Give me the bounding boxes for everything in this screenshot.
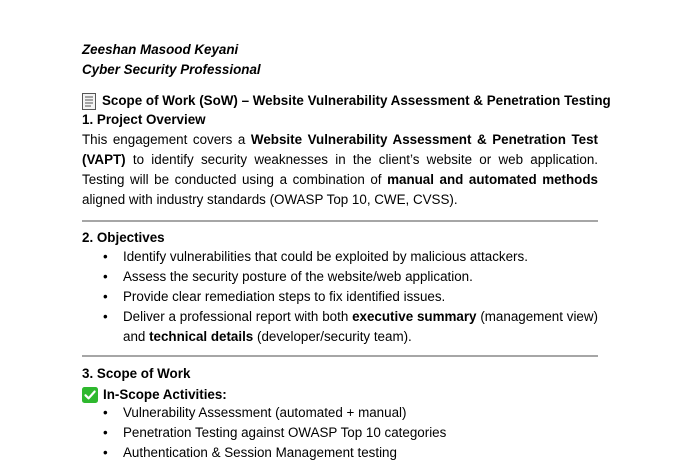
objective-text-3: (developer/security team).	[253, 329, 412, 344]
objective-text-2: (management view) and	[123, 309, 599, 344]
section-divider	[82, 220, 598, 222]
section-divider	[82, 355, 598, 357]
list-item: • Penetration Testing against OWASP Top 10 categories	[82, 423, 598, 443]
author-title: Cyber Security Professional	[82, 62, 261, 77]
list-item: • Authentication & Session Management testing	[82, 443, 598, 463]
overview-bold-vapt: Website Vulnerability Assessment & Penetration Test (VAPT)	[82, 132, 598, 167]
page-icon	[82, 93, 96, 110]
document-title	[82, 91, 611, 111]
in-scope-heading	[82, 385, 227, 405]
objective-bold-executive: executive summary	[352, 309, 477, 324]
check-icon	[82, 387, 98, 403]
author-name: Zeeshan Masood Keyani	[82, 42, 239, 57]
section-heading-scope: 3. Scope of Work	[82, 366, 191, 381]
overview-text-3: aligned with industry standards (OWASP Top 10, CWE, CVSS).	[82, 192, 458, 207]
list-item: • Identify vulnerabilities that could be exploited by malicious attackers.	[82, 247, 598, 267]
overview-text-1: This engagement covers a	[82, 132, 251, 147]
document-title-text: Scope of Work (SoW) – Website Vulnerability Assessment & Penetration Testing	[102, 93, 611, 108]
overview-paragraph	[82, 130, 598, 210]
list-item: • Assess the security posture of the website/web application.	[82, 267, 598, 287]
author-block	[82, 40, 261, 80]
overview-bold-methods: manual and automated methods	[387, 172, 598, 187]
objective-text-1: Deliver a professional report with both	[123, 309, 353, 324]
objective-bold-technical: technical details	[149, 329, 254, 344]
overview-text-2: to identify security weaknesses in the client’s website or web application. Testing will be conducted using a combination of	[82, 152, 598, 187]
list-item: • Provide clear remediation steps to fix identified issues.	[82, 287, 598, 307]
in-scope-heading-text: In-Scope Activities:	[103, 387, 227, 402]
section-heading-objectives: 2. Objectives	[82, 230, 165, 245]
in-scope-list	[82, 403, 598, 463]
section-heading-overview: 1. Project Overview	[82, 112, 206, 127]
list-item	[82, 307, 598, 347]
objectives-list	[82, 247, 598, 347]
list-item: • Vulnerability Assessment (automated + manual)	[82, 403, 598, 423]
